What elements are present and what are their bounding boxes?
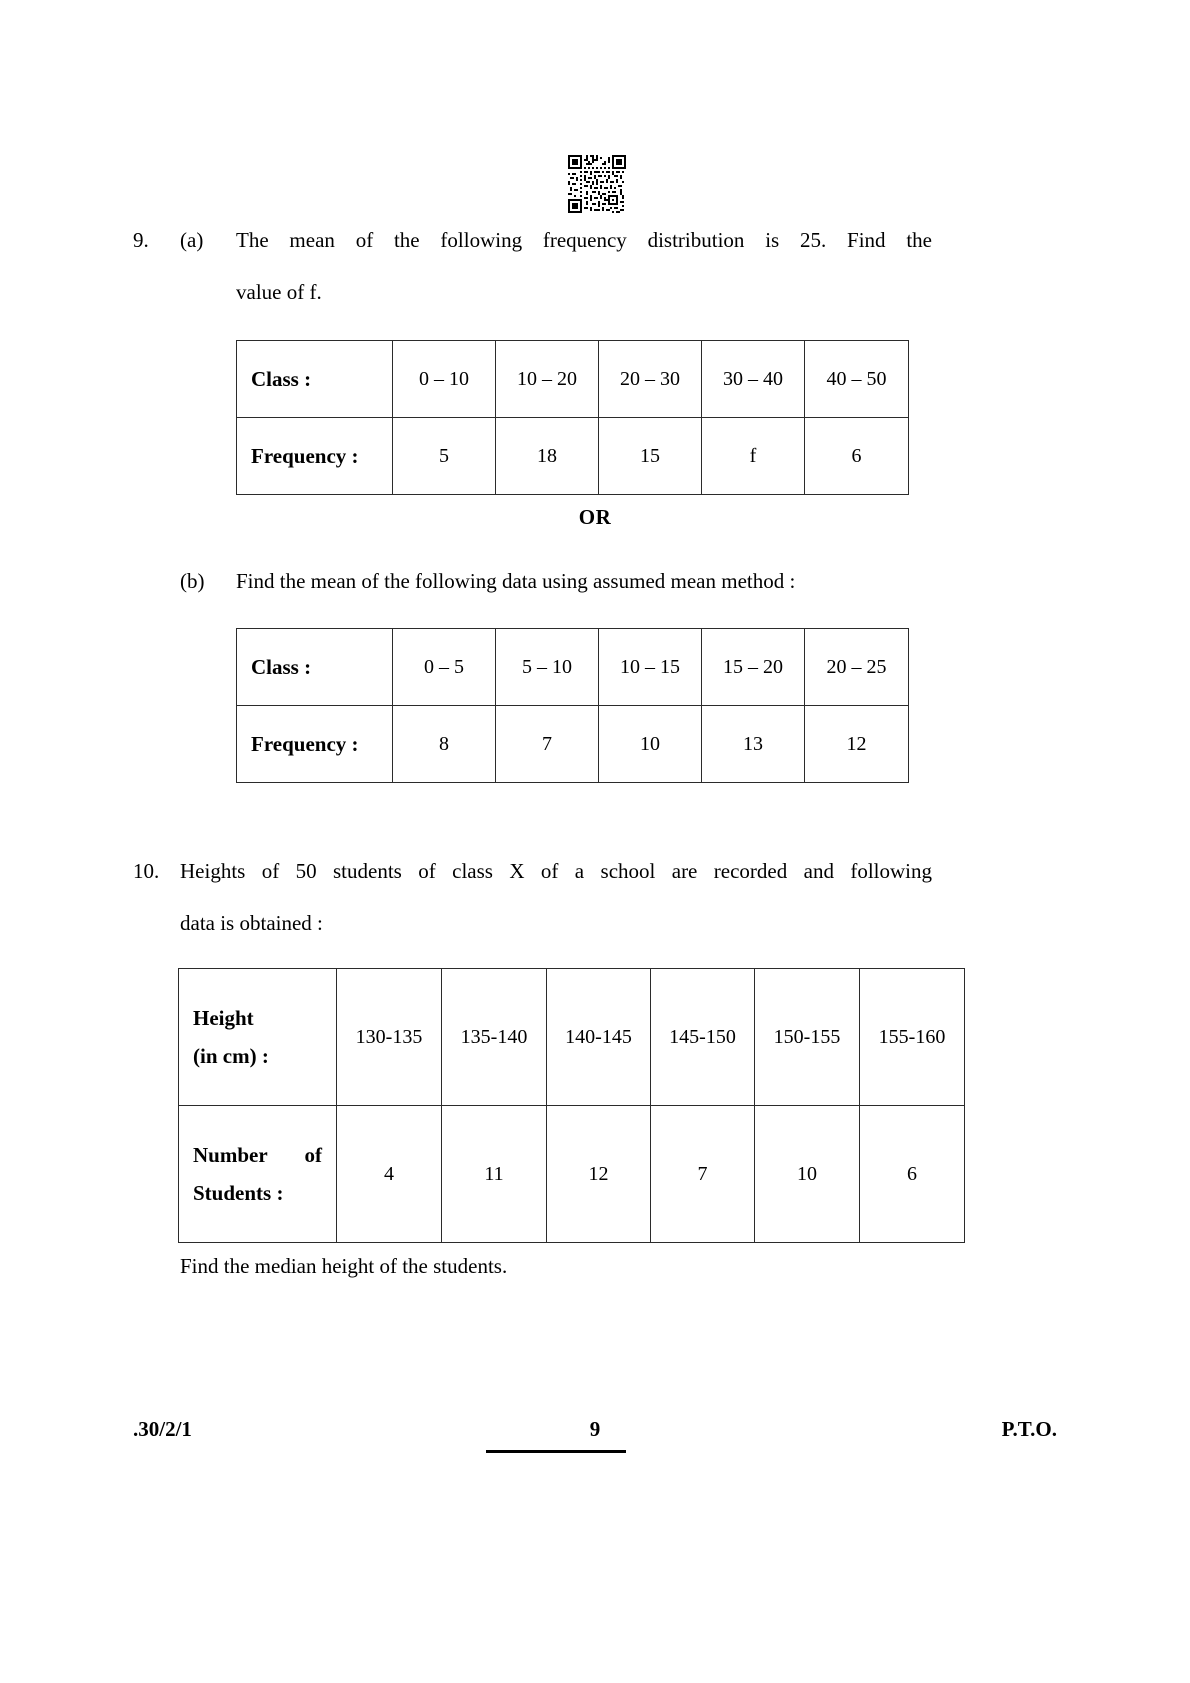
page-number-rule bbox=[486, 1450, 626, 1453]
table-cell-freq-3: f bbox=[702, 418, 805, 495]
row-header-class: Class : bbox=[237, 341, 393, 418]
question-9a-text-line1: The mean of the following frequency distribution is 25. Find the bbox=[236, 228, 932, 252]
frequency-table-a bbox=[236, 340, 909, 495]
table-cell-freq-4: 6 bbox=[805, 418, 909, 495]
row-header-height-line2: (in cm) : bbox=[193, 1044, 269, 1068]
pto-label: P.T.O. bbox=[1001, 1417, 1057, 1441]
table-cell-freq-1: 18 bbox=[496, 418, 599, 495]
table-cell-height-0: 130-135 bbox=[337, 969, 442, 1106]
table-cell-class-1: 10 – 20 bbox=[496, 341, 599, 418]
table-cell-freq-1: 7 bbox=[496, 706, 599, 783]
page-number: 9 bbox=[589, 1417, 601, 1441]
table-cell-class-0: 0 – 5 bbox=[393, 629, 496, 706]
table-row-frequency bbox=[237, 418, 909, 495]
or-separator: OR bbox=[578, 505, 612, 529]
table-row-class bbox=[237, 629, 909, 706]
table-cell-freq-0: 8 bbox=[393, 706, 496, 783]
row-header-frequency: Frequency : bbox=[237, 706, 393, 783]
question-9b-text-line1: Find the mean of the following data using assumed mean method : bbox=[236, 569, 796, 593]
table-cell-class-3: 15 – 20 bbox=[702, 629, 805, 706]
paper-code: .30/2/1 bbox=[133, 1417, 192, 1441]
table-row-students bbox=[179, 1106, 965, 1243]
table-cell-height-2: 140-145 bbox=[547, 969, 651, 1106]
question-9a-text-line2: value of f. bbox=[236, 280, 322, 304]
table-row-height bbox=[179, 969, 965, 1106]
table-cell-freq-2: 10 bbox=[599, 706, 702, 783]
table-cell-class-3: 30 – 40 bbox=[702, 341, 805, 418]
table-cell-students-0: 4 bbox=[337, 1106, 442, 1243]
table-cell-freq-2: 15 bbox=[599, 418, 702, 495]
row-header-height bbox=[179, 969, 337, 1106]
question-10-number: 10. bbox=[133, 859, 160, 883]
question-9-part-a-label: (a) bbox=[180, 228, 204, 252]
table-cell-students-2: 12 bbox=[547, 1106, 651, 1243]
question-10-text-line1: Heights of 50 students of class X of a school are recorded and following bbox=[180, 859, 932, 883]
table-row-frequency bbox=[237, 706, 909, 783]
table-cell-students-5: 6 bbox=[860, 1106, 965, 1243]
table-cell-students-1: 11 bbox=[442, 1106, 547, 1243]
table-cell-freq-0: 5 bbox=[393, 418, 496, 495]
table-cell-height-1: 135-140 bbox=[442, 969, 547, 1106]
table-cell-students-3: 7 bbox=[651, 1106, 755, 1243]
question-10-closing-text: Find the median height of the students. bbox=[180, 1254, 508, 1278]
table-row-class bbox=[237, 341, 909, 418]
table-cell-height-4: 150-155 bbox=[755, 969, 860, 1106]
frequency-table-b bbox=[236, 628, 909, 783]
table-cell-height-5: 155-160 bbox=[860, 969, 965, 1106]
table-cell-freq-4: 12 bbox=[805, 706, 909, 783]
row-header-students bbox=[179, 1106, 337, 1243]
table-cell-class-1: 5 – 10 bbox=[496, 629, 599, 706]
qr-code-icon bbox=[568, 155, 626, 213]
row-header-students-line2: Students : bbox=[193, 1181, 284, 1205]
table-cell-class-2: 20 – 30 bbox=[599, 341, 702, 418]
table-cell-class-4: 40 – 50 bbox=[805, 341, 909, 418]
table-cell-class-0: 0 – 10 bbox=[393, 341, 496, 418]
row-header-class: Class : bbox=[237, 629, 393, 706]
row-header-frequency: Frequency : bbox=[237, 418, 393, 495]
page-footer bbox=[0, 1417, 1190, 1477]
question-9-number: 9. bbox=[133, 228, 149, 252]
row-header-students-line1: Number of bbox=[193, 1143, 322, 1167]
table-cell-height-3: 145-150 bbox=[651, 969, 755, 1106]
row-header-height-line1: Height bbox=[193, 1006, 254, 1030]
question-10-text-line2: data is obtained : bbox=[180, 911, 323, 935]
heights-table bbox=[178, 968, 965, 1243]
table-cell-students-4: 10 bbox=[755, 1106, 860, 1243]
question-9-part-b-label: (b) bbox=[180, 569, 205, 593]
table-cell-class-4: 20 – 25 bbox=[805, 629, 909, 706]
table-cell-class-2: 10 – 15 bbox=[599, 629, 702, 706]
table-cell-freq-3: 13 bbox=[702, 706, 805, 783]
